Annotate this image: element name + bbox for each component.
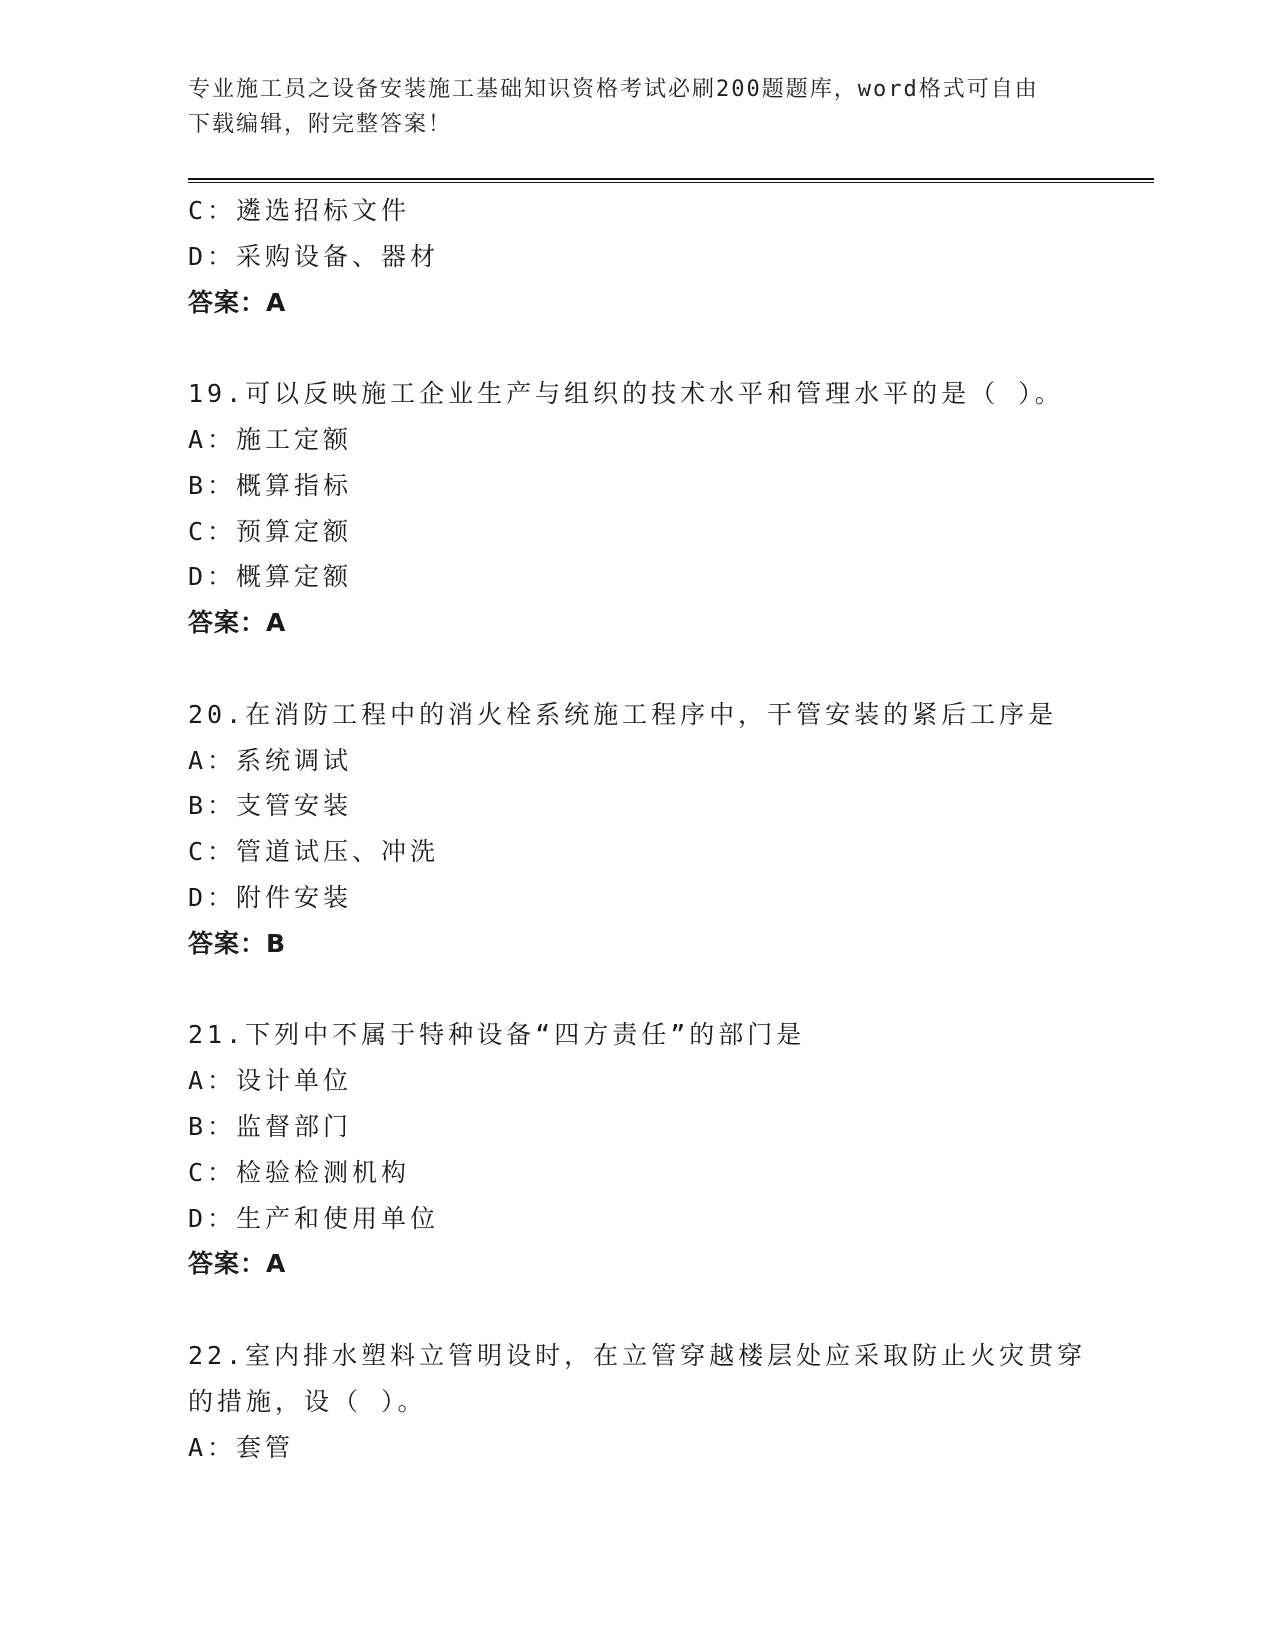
spacer	[188, 325, 1148, 371]
option-b: B：支管安装	[188, 791, 353, 821]
option-b: B：监督部门	[188, 1111, 353, 1141]
answer: 答案：B	[188, 928, 287, 958]
spacer	[188, 646, 1148, 692]
question-stem: 19.可以反映施工企业生产与组织的技术水平和管理水平的是（ ）。	[188, 379, 1064, 409]
question-stem-line-1: 22.室内排水塑料立管明设时，在立管穿越楼层处应采取防止火灾贯穿	[188, 1340, 1087, 1370]
answer: 答案：A	[188, 287, 287, 317]
option-a: A：施工定额	[188, 424, 353, 454]
option-c: C：管道试压、冲洗	[188, 837, 440, 867]
question-18-tail	[188, 188, 1148, 325]
header-divider	[188, 178, 1154, 183]
question-stem: 21.下列中不属于特种设备“四方责任”的部门是	[188, 1020, 806, 1050]
option-a: A：套管	[188, 1432, 295, 1462]
option-d: D：附件安装	[188, 882, 353, 912]
header-line-2: 下载编辑，附完整答案！	[188, 112, 453, 137]
option-d: D：采购设备、器材	[188, 241, 440, 271]
question-20	[188, 692, 1148, 967]
question-list	[188, 188, 1148, 1470]
option-c: C：预算定额	[188, 516, 353, 546]
option-a: A：设计单位	[188, 1066, 353, 1096]
spacer	[188, 1287, 1148, 1333]
option-a: A：系统调试	[188, 745, 353, 775]
option-d: D：生产和使用单位	[188, 1203, 440, 1233]
answer: 答案：A	[188, 1249, 287, 1279]
question-22	[188, 1333, 1148, 1470]
question-stem-line-2: 的措施，设（ ）。	[188, 1386, 427, 1416]
option-b: B：概算指标	[188, 470, 353, 500]
question-stem: 20.在消防工程中的消火栓系统施工程序中，干管安装的紧后工序是	[188, 699, 1058, 729]
answer: 答案：A	[188, 608, 287, 638]
question-21	[188, 1012, 1148, 1287]
spacer	[188, 967, 1148, 1013]
question-19	[188, 371, 1148, 646]
option-c: C：遴选招标文件	[188, 196, 411, 225]
option-c: C：检验检测机构	[188, 1157, 411, 1187]
option-d: D：概算定额	[188, 562, 353, 592]
header-line-1: 专业施工员之设备安装施工基础知识资格考试必刷200题题库，word格式可自由	[188, 77, 1039, 102]
document-header	[188, 72, 1088, 142]
